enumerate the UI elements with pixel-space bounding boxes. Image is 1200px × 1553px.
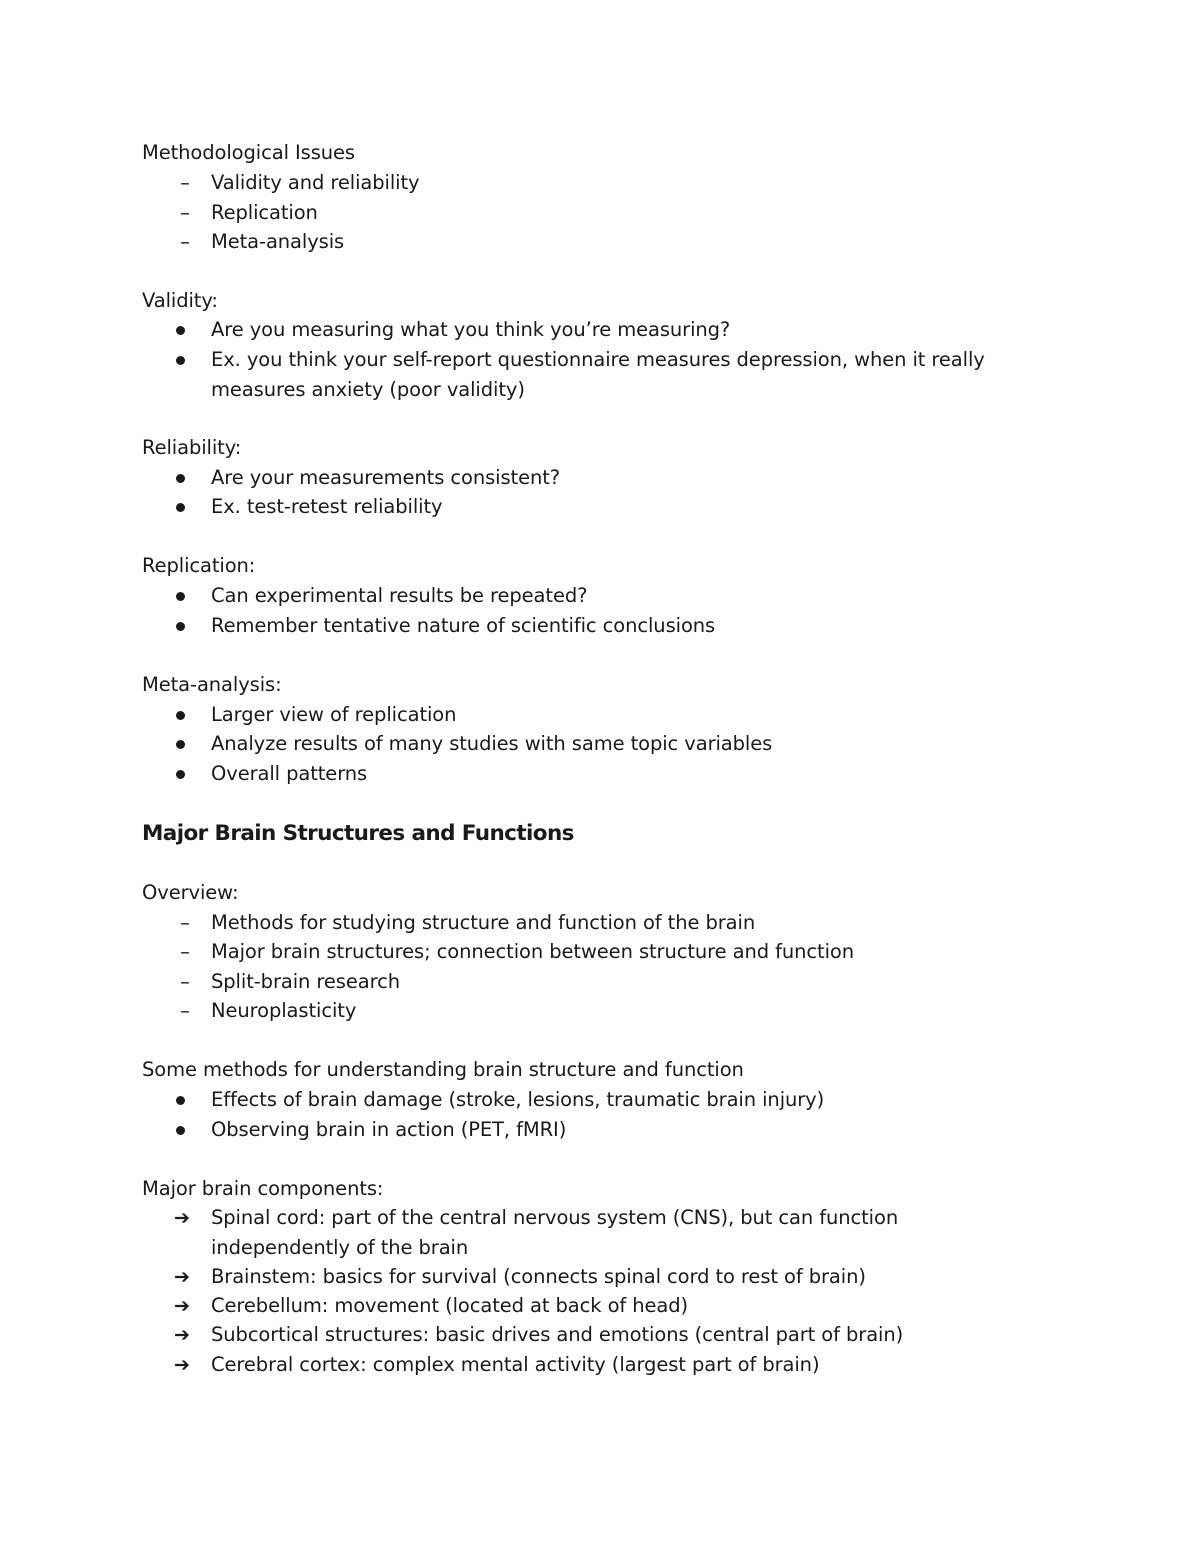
list-item: Remember tentative nature of scientific conclusions <box>211 614 716 637</box>
bullet-icon <box>176 356 185 365</box>
arrow-icon: ➔ <box>174 1354 190 1376</box>
replication-heading: Replication: <box>142 554 256 577</box>
arrow-icon: ➔ <box>174 1324 190 1346</box>
list-item: Meta-analysis <box>211 230 345 253</box>
dash-marker: – <box>180 201 190 224</box>
meta-analysis-heading: Meta-analysis: <box>142 673 282 696</box>
list-item: Larger view of replication <box>211 703 457 726</box>
list-item: Ex. test-retest reliability <box>211 495 443 518</box>
list-item: Brainstem: basics for survival (connects spinal cord to rest of brain) <box>211 1265 866 1288</box>
list-item: Overall patterns <box>211 762 368 785</box>
bullet-icon <box>176 740 185 749</box>
dash-marker: – <box>180 999 190 1022</box>
list-item: Are you measuring what you think you’re measuring? <box>211 318 731 341</box>
list-item: Subcortical structures: basic drives and emotions (central part of brain) <box>211 1323 904 1346</box>
bullet-icon <box>176 326 185 335</box>
list-item: Split-brain research <box>211 970 400 993</box>
list-item: Neuroplasticity <box>211 999 357 1022</box>
arrow-icon: ➔ <box>174 1295 190 1317</box>
dash-marker: – <box>180 940 190 963</box>
section-title: Major Brain Structures and Functions <box>142 821 574 846</box>
dash-marker: – <box>180 970 190 993</box>
list-item: Cerebral cortex: complex mental activity (largest part of brain) <box>211 1353 820 1376</box>
reliability-heading: Reliability: <box>142 436 242 459</box>
components-heading: Major brain components: <box>142 1177 384 1200</box>
list-item: Major brain structures; connection between structure and function <box>211 940 854 963</box>
list-item: Effects of brain damage (stroke, lesions, traumatic brain injury) <box>211 1088 825 1111</box>
methodological-issues-heading: Methodological Issues <box>142 141 355 164</box>
list-item: Analyze results of many studies with same topic variables <box>211 732 773 755</box>
list-item: Spinal cord: part of the central nervous system (CNS), but can function independently of the brain <box>211 1206 899 1259</box>
list-item: Methods for studying structure and function of the brain <box>211 911 756 934</box>
bullet-icon <box>176 474 185 483</box>
bullet-icon <box>176 1096 185 1105</box>
dash-marker: – <box>180 230 190 253</box>
list-item: Observing brain in action (PET, fMRI) <box>211 1118 567 1141</box>
overview-heading: Overview: <box>142 881 239 904</box>
list-item: Replication <box>211 201 318 224</box>
methods-heading: Some methods for understanding brain structure and function <box>142 1058 744 1081</box>
list-item: Can experimental results be repeated? <box>211 584 588 607</box>
arrow-icon: ➔ <box>174 1266 190 1288</box>
list-item: Cerebellum: movement (located at back of head) <box>211 1294 689 1317</box>
list-item: Are your measurements consistent? <box>211 466 561 489</box>
list-item: Validity and reliability <box>211 171 420 194</box>
bullet-icon <box>176 770 185 779</box>
arrow-icon: ➔ <box>174 1207 190 1229</box>
list-item: Ex. you think your self-report questionnaire measures depression, when it really measures anxiety (poor validity) <box>211 348 985 401</box>
bullet-icon <box>176 711 185 720</box>
dash-marker: – <box>180 171 190 194</box>
bullet-icon <box>176 503 185 512</box>
validity-heading: Validity: <box>142 289 218 312</box>
dash-marker: – <box>180 911 190 934</box>
bullet-icon <box>176 622 185 631</box>
bullet-icon <box>176 1126 185 1135</box>
bullet-icon <box>176 592 185 601</box>
